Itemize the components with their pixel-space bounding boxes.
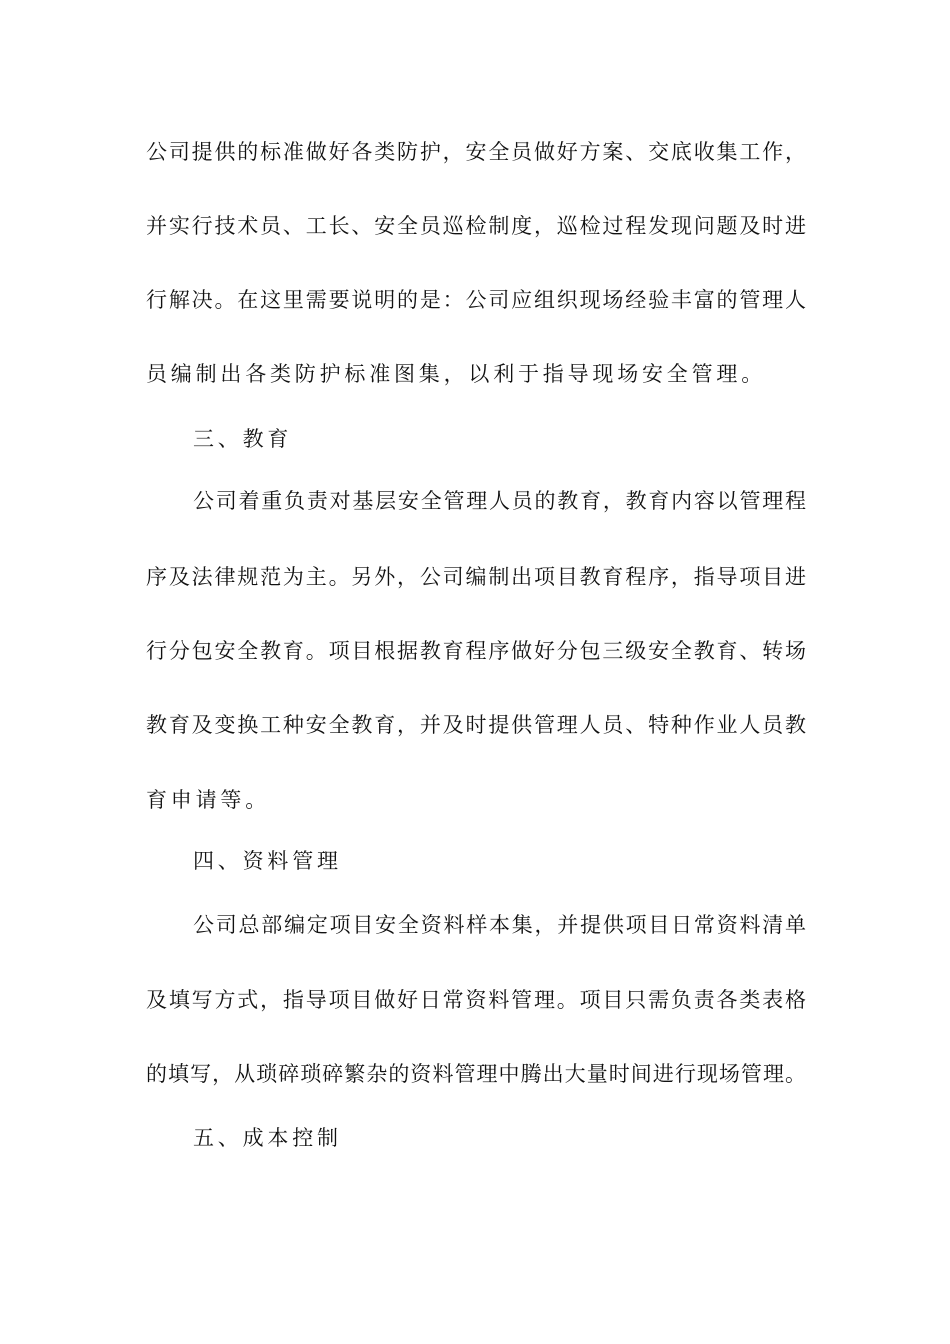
text-line: 的填写，从琐碎琐碎繁杂的资料管理中腾出大量时间进行现场管理。 [146,1062,806,1086]
text-line: 公司着重负责对基层安全管理人员的教育，教育内容以管理程 [193,489,806,513]
text-line: 及填写方式，指导项目做好日常资料管理。项目只需负责各类表格 [146,988,806,1012]
section-heading: 五、成本控制 [193,1126,342,1150]
text-line: 教育及变换工种安全教育，并及时提供管理人员、特种作业人员教 [146,713,806,737]
text-line: 序及法律规范为主。另外，公司编制出项目教育程序，指导项目进 [146,565,806,589]
text-line: 并实行技术员、工长、安全员巡检制度，巡检过程发现问题及时进 [146,214,806,238]
text-line: 公司总部编定项目安全资料样本集，并提供项目日常资料清单 [193,913,806,937]
text-line: 公司提供的标准做好各类防护，安全员做好方案、交底收集工作， [146,140,806,164]
text-line: 育申请等。 [146,788,270,812]
text-line: 行分包安全教育。项目根据教育程序做好分包三级安全教育、转场 [146,639,806,663]
section-heading: 四、资料管理 [193,849,342,873]
text-line: 员编制出各类防护标准图集，以利于指导现场安全管理。 [146,362,766,386]
section-heading: 三、教育 [193,427,293,451]
text-line: 行解决。在这里需要说明的是：公司应组织现场经验丰富的管理人 [146,288,806,312]
